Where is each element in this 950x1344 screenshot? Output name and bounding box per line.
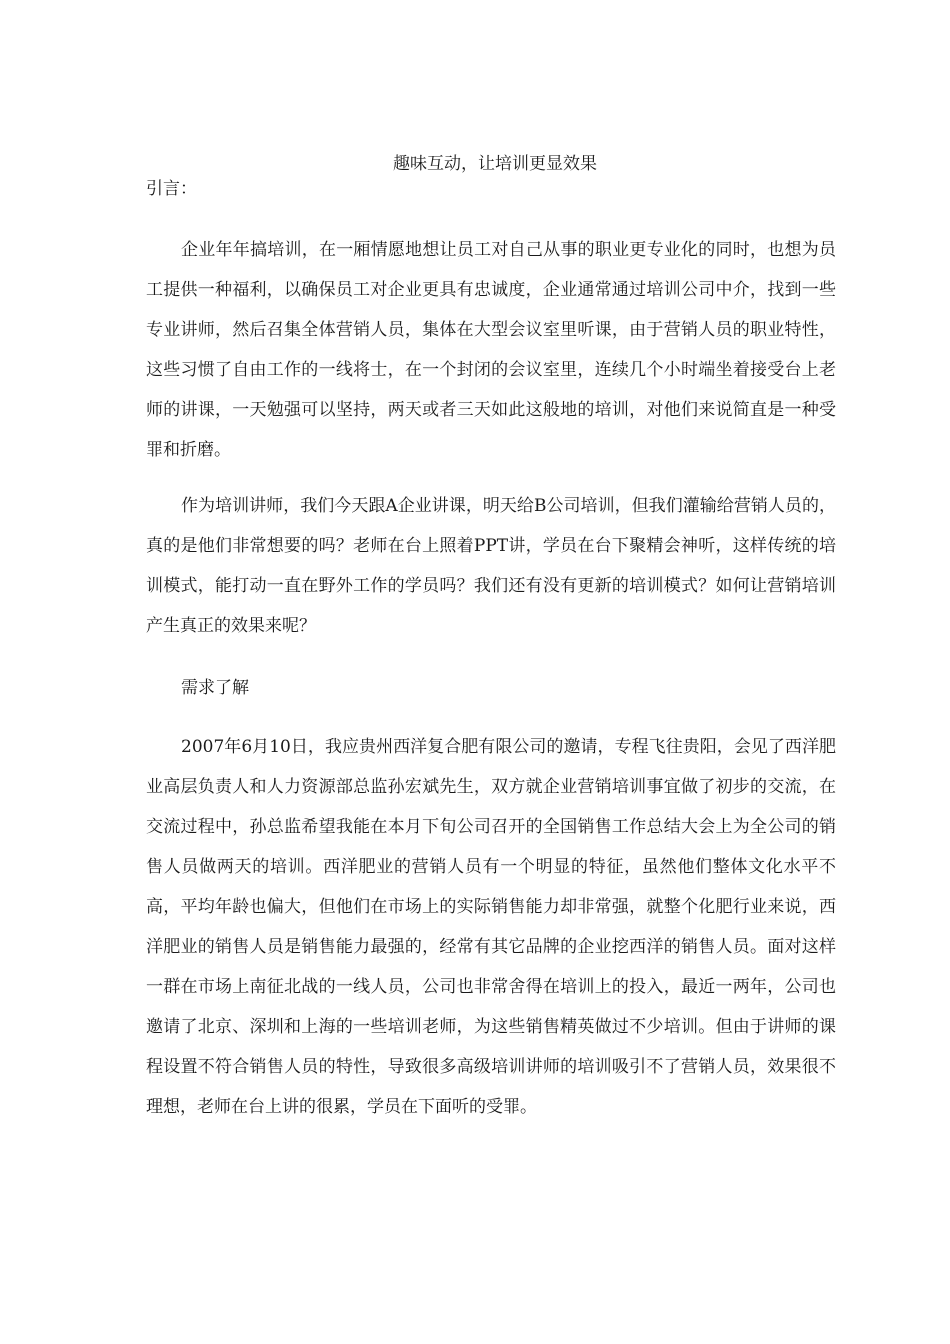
intro-label: 引言：: [146, 179, 197, 199]
document-title: 趣味互动，让培训更显效果: [393, 154, 597, 174]
section-heading: 需求了解: [181, 678, 249, 698]
section-paragraph: 2007年6月10日，我应贵州西洋复合肥有限公司的邀请，专程飞往贵阳，会见了西洋肥业高层负责人和人力资源部总监孙宏斌先生，双方就企业营销培训事宜做了初步的交流，在交流过程中，孙总监希望我能在本月下旬公司召开的全国销售工作总结大会上为全公司的销售人员做两天的培训。西洋肥业的营销人员有一个明显的特征，虽然他们整体文化水平不高，平均年龄也偏大，但他们在市场上的实际销售能力却非常强，就整个化肥行业来说，西洋肥业的销售人员是销售能力最强的，经常有其它品牌的企业挖西洋的销售人员。面对这样一群在市场上南征北战的一线人员，公司也非常舍得在培训上的投入，最近一两年，公司也邀请了北京、深圳和上海的一些培训老师，为这些销售精英做过不少培训。但由于讲师的课程设置不符合销售人员的特性，导致很多高级培训讲师的培训吸引不了营销人员，效果很不理想，老师在台上讲的很累，学员在下面听的受罪。: [146, 737, 836, 1117]
intro-paragraph-1: 企业年年搞培训，在一厢情愿地想让员工对自己从事的职业更专业化的同时，也想为员工提供一种福利，以确保员工对企业更具有忠诚度，企业通常通过培训公司中介，找到一些专业讲师，然后召集全体营销人员，集体在大型会议室里听课，由于营销人员的职业特性，这些习惯了自由工作的一线将士，在一个封闭的会议室里，连续几个小时端坐着接受台上老师的讲课，一天勉强可以坚持，两天或者三天如此这般地的培训，对他们来说简直是一种受罪和折磨。: [146, 240, 836, 460]
intro-paragraph-2: 作为培训讲师，我们今天跟A企业讲课，明天给B公司培训，但我们灌输给营销人员的，真的是他们非常想要的吗？老师在台上照着PPT讲，学员在台下聚精会神听，这样传统的培训模式，能打动一直在野外工作的学员吗？我们还有没有更新的培训模式？如何让营销培训产生真正的效果来呢？: [146, 496, 836, 636]
